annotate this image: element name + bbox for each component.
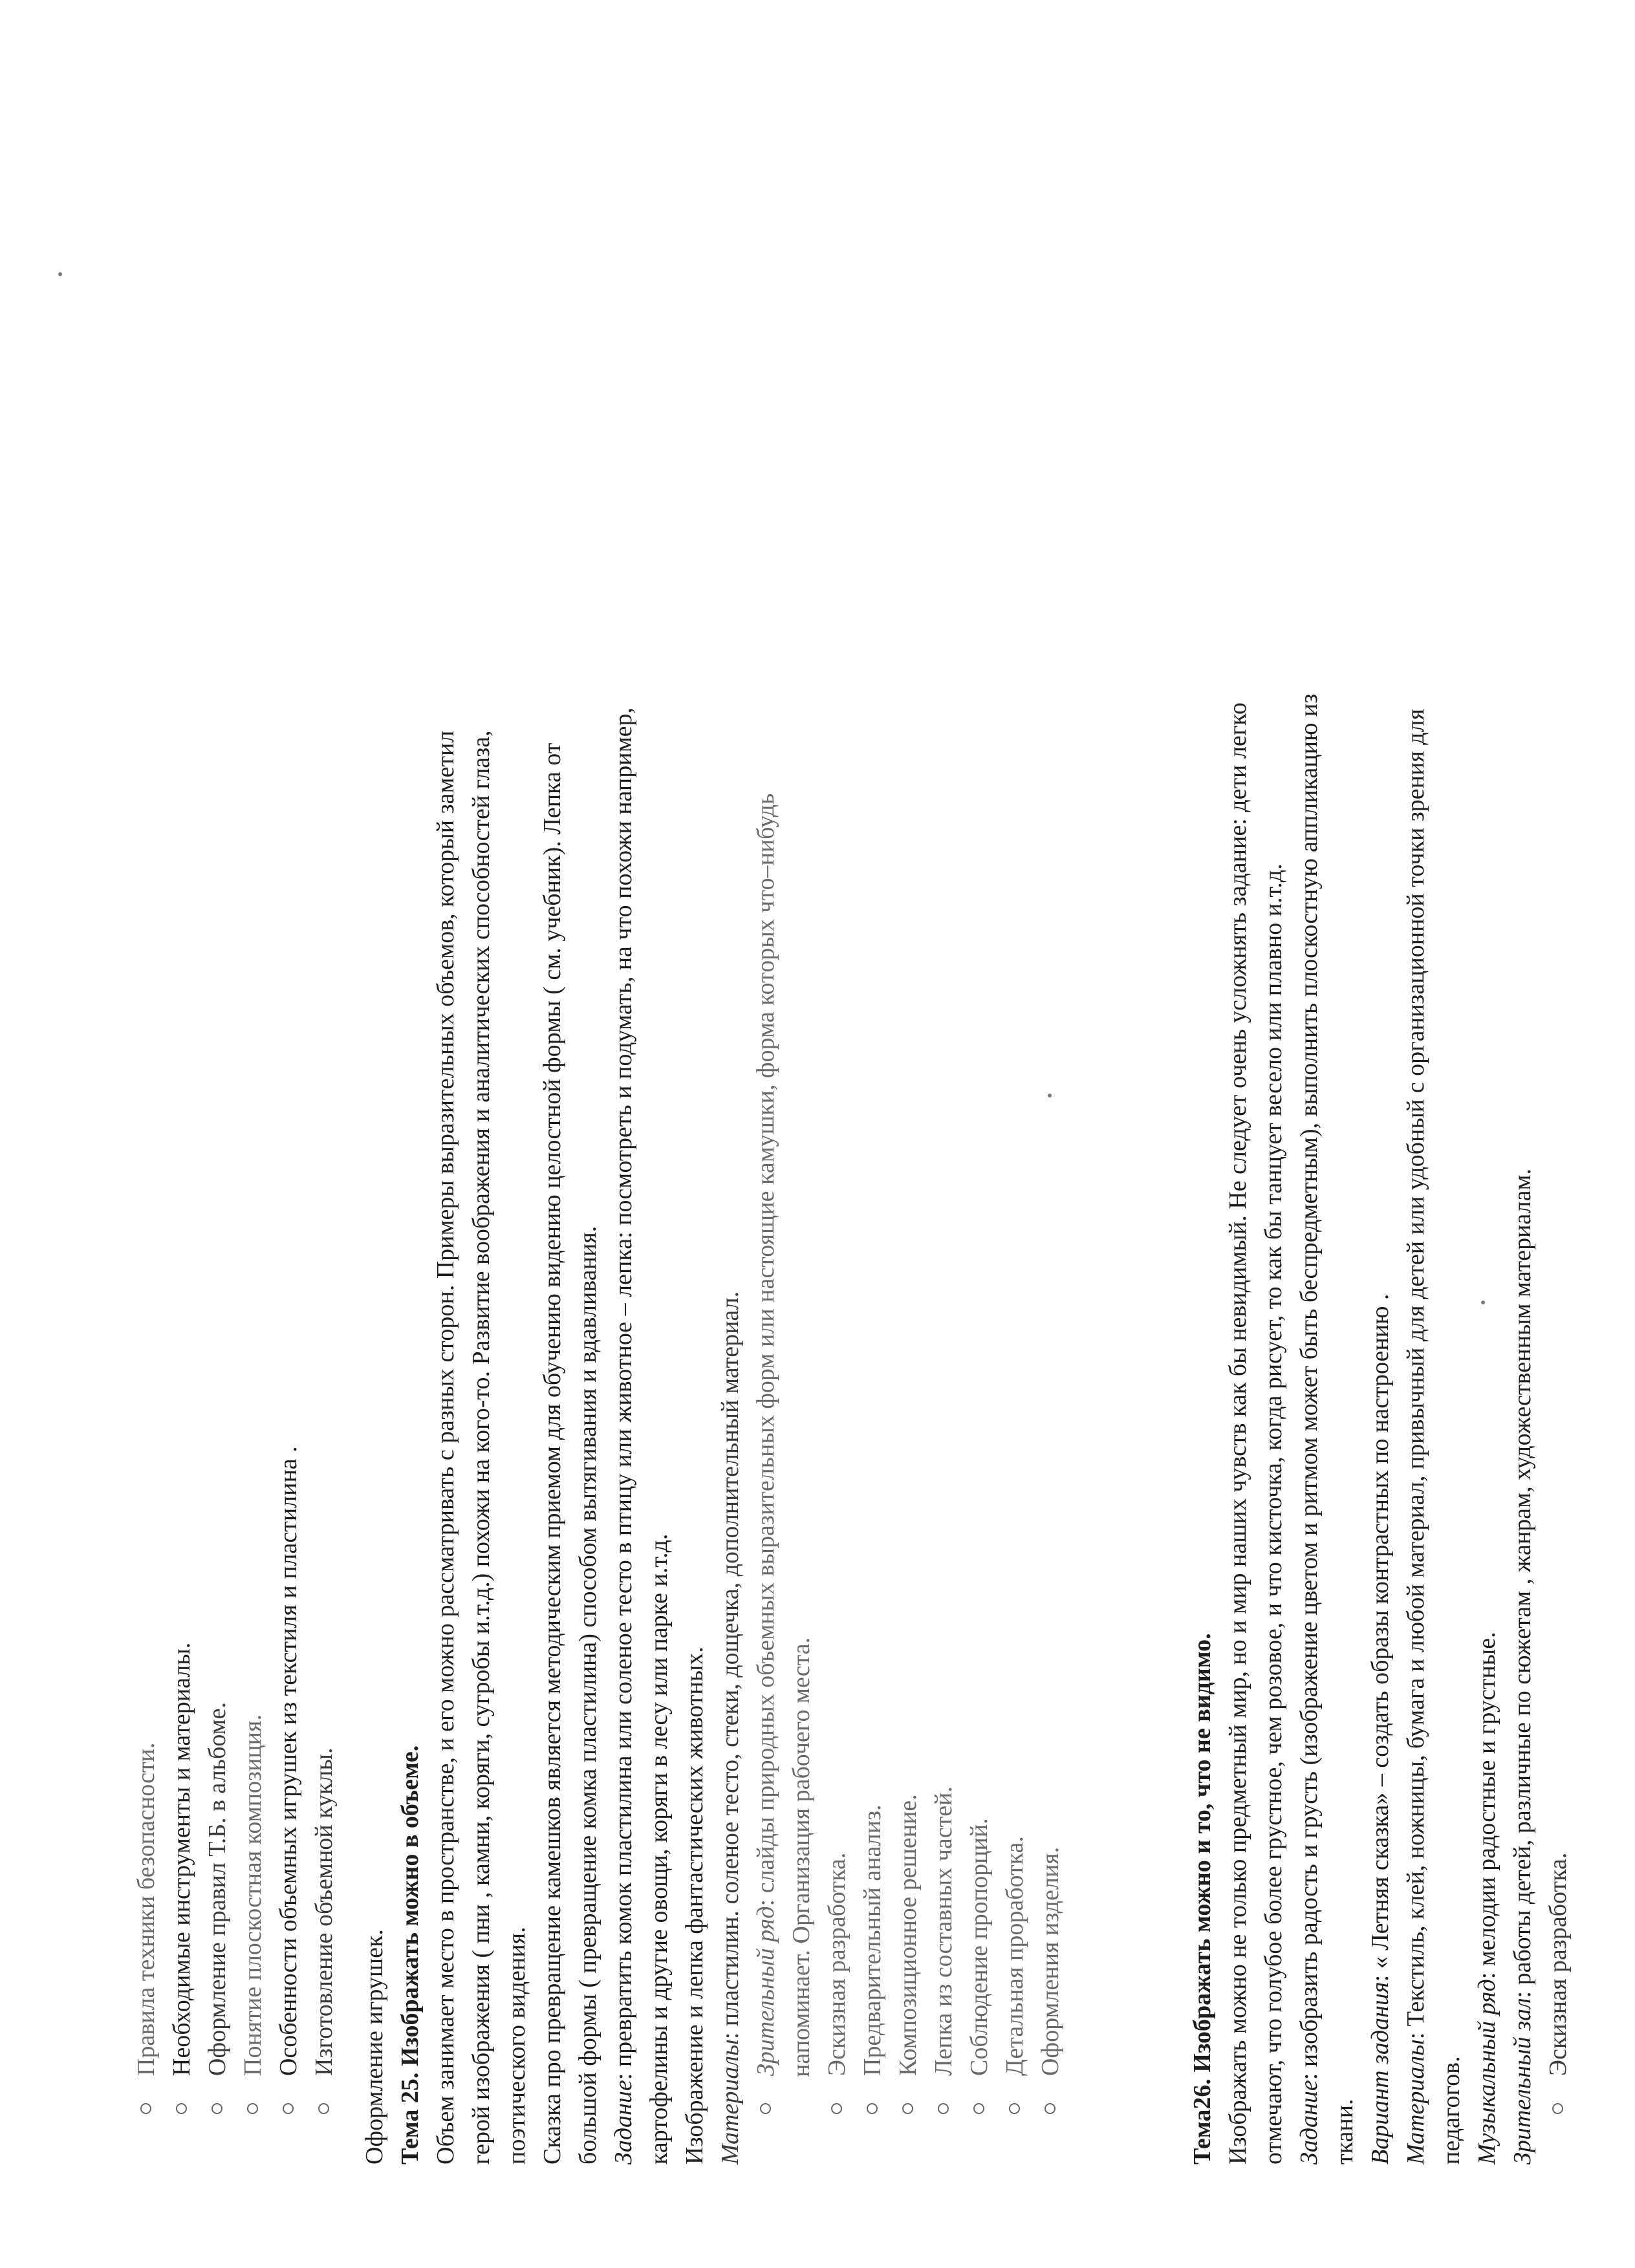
circle-bullet-icon — [283, 2103, 294, 2114]
list-item: Понятие плоскостная композиция. — [237, 1714, 268, 2114]
task-line: ткани. — [1331, 2099, 1358, 2165]
paragraph-line: Сказка про превращение камешков является методическим приемом для обучению видению целостной формы ( см. учебник). Лепка от — [539, 742, 566, 2165]
list-item: Необходимые инструменты и материалы. — [166, 1643, 197, 2114]
music-label: Музыкальный ряд — [1473, 1979, 1500, 2165]
materials-line: педагогов. — [1438, 2056, 1465, 2165]
paragraph-line: отмечают, что голубое более грустное, чем розовое, и что кисточка, когда рисует, то как бы танцует весело или плавно и.т.д. — [1260, 863, 1287, 2165]
topic-25-title: Тема 25. Изображать можно в объеме. — [396, 1745, 424, 2165]
circle-bullet-icon — [176, 2103, 187, 2114]
visual-line: напоминает. Организация рабочего места. — [788, 1637, 815, 2077]
paragraph-line: Изображение и лепка фантастических животных. — [681, 1647, 708, 2165]
circle-bullet-icon — [760, 2103, 771, 2114]
list-item: Детальная проработка. — [999, 1836, 1030, 2114]
scan-speck — [1481, 1301, 1485, 1304]
variant-line: Вариант задания: « Летняя сказка» – создать образы контрастных по настроению . — [1367, 1293, 1394, 2165]
paragraph-line: Объем занимает место в пространстве, и его можно рассматривать с разных сторон. Примеры выразительных объемов, который заметил — [432, 730, 459, 2165]
task-line: картофелины и другие овощи, коряги в лесу или парке и.т.д. — [645, 1533, 673, 2165]
variant-label: Вариант задания — [1367, 1982, 1394, 2165]
section-pre-title: Оформление игрушек. — [361, 1929, 388, 2165]
music-line: Музыкальный ряд: мелодии радостные и грустные. — [1473, 1632, 1500, 2165]
task-line: Задание: изобразить радость и грусть (изображение цветом и ритмом может быть беспредметным), выполнить плоскостную аппликацию из — [1295, 693, 1323, 2165]
circle-bullet-icon — [1009, 2103, 1020, 2114]
materials-line: Материалы: Текстиль, клей, ножницы, бумага и любой материал, привычный для детей или удобный с организационной точки зрения для — [1402, 708, 1429, 2165]
hall-line: Зрительный зал: работы детей, различные по сюжетам , жанрам, художественным материалам. — [1509, 1168, 1536, 2165]
circle-bullet-icon — [318, 2103, 329, 2114]
circle-bullet-icon — [247, 2103, 258, 2114]
task-label: Задание — [610, 2080, 637, 2165]
circle-bullet-icon — [973, 2103, 984, 2114]
scan-speck — [1048, 1094, 1052, 1097]
list-item: Особенности объемных игрушек из текстиля и пластилина . — [273, 1446, 304, 2114]
list-item: Композиционное решение. — [893, 1794, 924, 2114]
paragraph-line: Изображать можно не только предметный мир, но и мир наших чувств как бы невидимый. Не следует очень усложнять задание: дети легко — [1224, 702, 1251, 2165]
list-item: Эскизная разработка. — [1543, 1853, 1574, 2114]
list-item: Оформления изделия. — [1035, 1847, 1066, 2114]
circle-bullet-icon — [938, 2103, 949, 2114]
circle-bullet-icon — [902, 2103, 913, 2114]
materials-label: Материалы — [1402, 2039, 1429, 2165]
list-item: Соблюдение пропорций. — [964, 1818, 995, 2114]
circle-bullet-icon — [867, 2103, 878, 2114]
materials-label: Материалы — [717, 2039, 744, 2165]
circle-bullet-icon — [1552, 2103, 1563, 2114]
circle-bullet-icon — [1045, 2103, 1056, 2114]
list-item: Изготовление объемной куклы. — [309, 1747, 340, 2114]
list-item: Лепка из составных частей. — [928, 1786, 959, 2114]
hall-label: Зрительный зал — [1509, 1998, 1536, 2165]
list-item: Оформление правил Т.Б. в альбоме. — [202, 1702, 233, 2114]
list-item: Предварительный анализ. — [857, 1805, 888, 2114]
scan-speck — [58, 272, 62, 276]
paragraph-line: герой изображения ( пни , камни, коряги, сугробы и.т.д.) похожи на кого-то. Развитие воображения и аналитических способностей глаза, — [468, 730, 495, 2165]
paragraph-line: поэтического видения. — [503, 1927, 530, 2165]
circle-bullet-icon — [211, 2103, 222, 2114]
task-label: Задание — [1295, 2080, 1323, 2165]
list-item: Правила техники безопасности. — [131, 1743, 162, 2114]
paragraph-line: большой формы ( превращение комка пластилина) способом вытягивания и вдавливания. — [574, 1226, 601, 2165]
visual-line: Зрительный ряд: слайды природных объемных выразительных форм или настоящие камушки, форма которых что–нибудь — [750, 794, 781, 2114]
materials-line: Материалы: пластилин. соленое тесто, стеки, дощечка, дополнительный материал. — [717, 1291, 744, 2165]
list-item: Эскизная разработка. — [821, 1853, 852, 2114]
visual-label: Зрительный ряд — [752, 1906, 779, 2076]
topic-26-title: Тема26. Изображать можно и то, что не видимо. — [1189, 1633, 1216, 2165]
task-line: Задание: превратить комок пластилина или соленое тесто в птицу или животное – лепка: посмотреть и подумать, на что похожи например, — [610, 707, 637, 2165]
circle-bullet-icon — [140, 2103, 151, 2114]
circle-bullet-icon — [831, 2103, 842, 2114]
